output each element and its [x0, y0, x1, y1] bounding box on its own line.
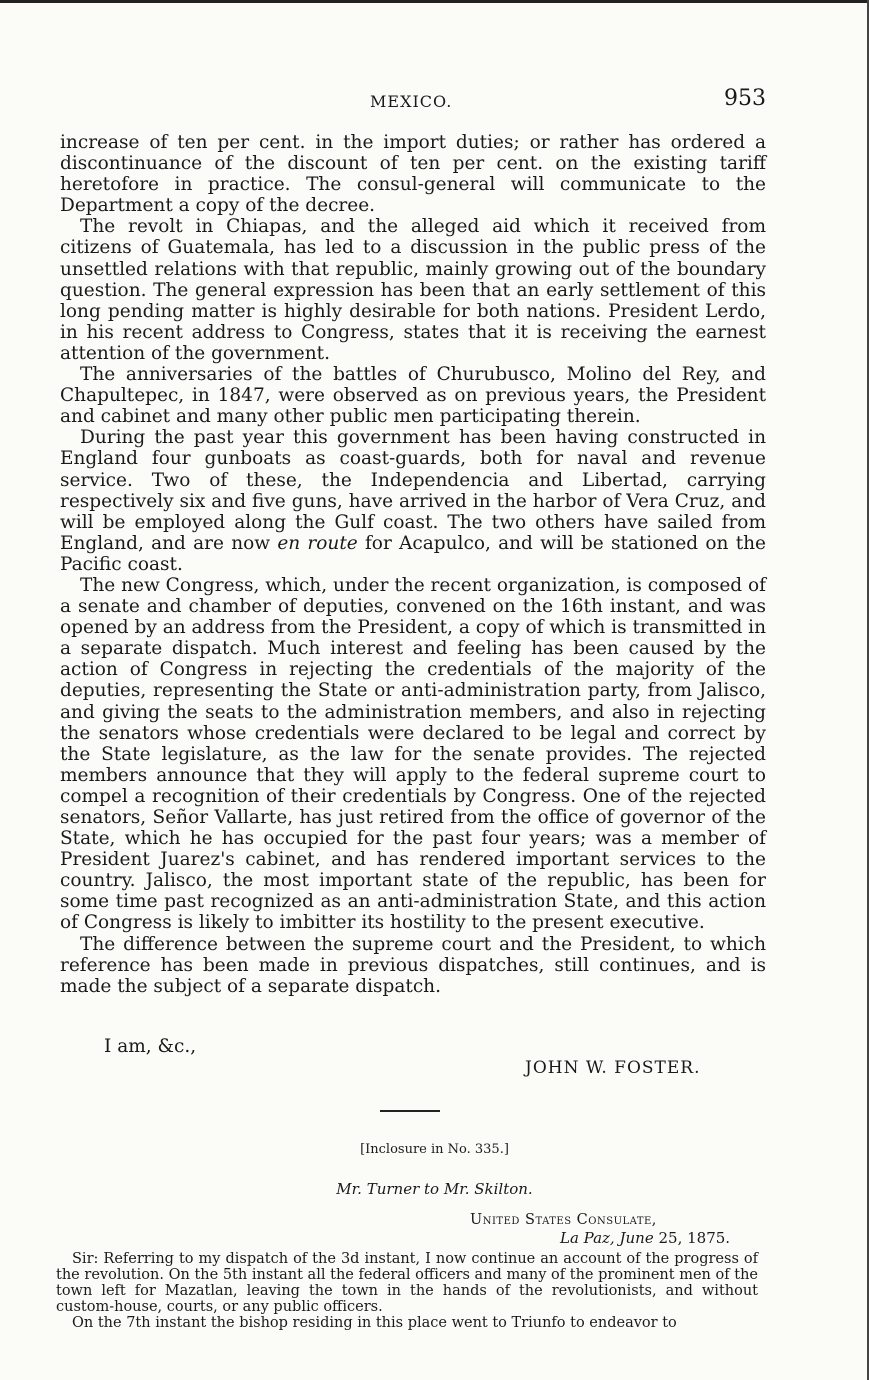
consulate-heading: United States Consulate,	[470, 1212, 657, 1228]
correspondents-heading: Mr. Turner to Mr. Skilton.	[336, 1180, 533, 1198]
enclosure-paragraph-bishop: On the 7th instant the bishop residing in this place went to Triunfo to endeavor to	[72, 1315, 677, 1331]
gunboats-italic: en route	[277, 532, 358, 554]
enclosure-label: [Inclosure in No. 335.]	[360, 1142, 509, 1157]
page-header	[60, 86, 766, 116]
paragraph-tariff: increase of ten per cent. in the import duties; or rather has ordered a discontinuance of the discount of ten per cent. on the existing tariff heretofore in practice. The consul-general will communicate to the Department a copy of the decree.	[60, 132, 766, 217]
enclosure-paragraph-revolution: Sir: Referring to my dispatch of the 3d instant, I now continue an account of the progress of the revolution. On the 5th instant all the federal officers and many of the prominent men of the town left for Mazatlan, leaving the town in the hands of the revolutionists, and without custom-house, courts, or any public officers.	[56, 1251, 758, 1315]
paragraph-congress: The new Congress, which, under the recent organization, is composed of a senate and chamber of deputies, convened on the 16th instant, and was opened by an address from the President, a copy of which is transmitted in a separate dispatch. Much interest and feeling has been caused by the action of Congress in rejecting the credentials of the majority of the deputies, representing the State or anti-administration party, from Jalisco, and giving the seats to the administration members, and also in rejecting the senators whose credentials were declared to be legal and correct by the State legislature, as the law for the senate provides. The rejected members announce that they will apply to the federal supreme court to compel a recognition of their credentials by Congress. One of the rejected senators, Señor Vallarte, has just retired from the office of governor of the State, which he has occupied for the past four years; was a member of President Juarez's cabinet, and has rendered important services to the country. Jalisco, the most important state of the republic, has been for some time past recognized as an anti-administration State, and this action of Congress is likely to imbitter its hostility to the present executive.	[60, 574, 766, 934]
paragraph-gunboats	[60, 427, 766, 575]
date-month: June	[619, 1229, 654, 1247]
signature: JOHN W. FOSTER.	[525, 1058, 701, 1078]
section-divider	[380, 1110, 440, 1112]
paragraph-supreme-court: The difference between the supreme court and the President, to which reference has been made in previous dispatches, still continues, and is made the subject of a separate dispatch.	[60, 933, 766, 997]
enclosure-body	[56, 1251, 758, 1331]
page-number: 953	[724, 86, 766, 111]
place-date	[560, 1229, 730, 1247]
gunboats-text-a: During the past year this government has been having constructed in England four gunboats as coast-guards, both for naval and revenue service. Two of these, the Independencia and Libertad, carrying respectively six and five guns, have arrived in the harbor of Vera Cruz, and will be employed along the Gulf coast. The two others have sailed from England, and are now	[60, 427, 766, 554]
paragraph-chiapas-revolt: The revolt in Chiapas, and the alleged aid which it received from citizens of Guatemala, has led to a discussion in the public press of the unsettled relations with that republic, mainly growing out of the boundary question. The general expression has been that an early settlement of this long pending matter is highly desirable for both nations. President Lerdo, in his recent address to Congress, states that it is receiving the earnest attention of the government.	[60, 216, 766, 364]
valediction: I am, &c.,	[104, 1036, 197, 1057]
top-border-rule	[0, 0, 869, 3]
gunboats-text-b: for Acapulco, and will be stationed on the Pacific coast.	[60, 532, 766, 575]
paragraph-anniversaries: The anniversaries of the battles of Churubusco, Molino del Rey, and Chapultepec, in 1847, were observed as on previous years, the President and cabinet and many other public men participating therein.	[60, 364, 766, 428]
place-name: La Paz,	[560, 1229, 615, 1247]
main-body	[60, 132, 766, 997]
running-head: MEXICO.	[370, 92, 453, 111]
date-rest: 25, 1875.	[658, 1229, 731, 1247]
